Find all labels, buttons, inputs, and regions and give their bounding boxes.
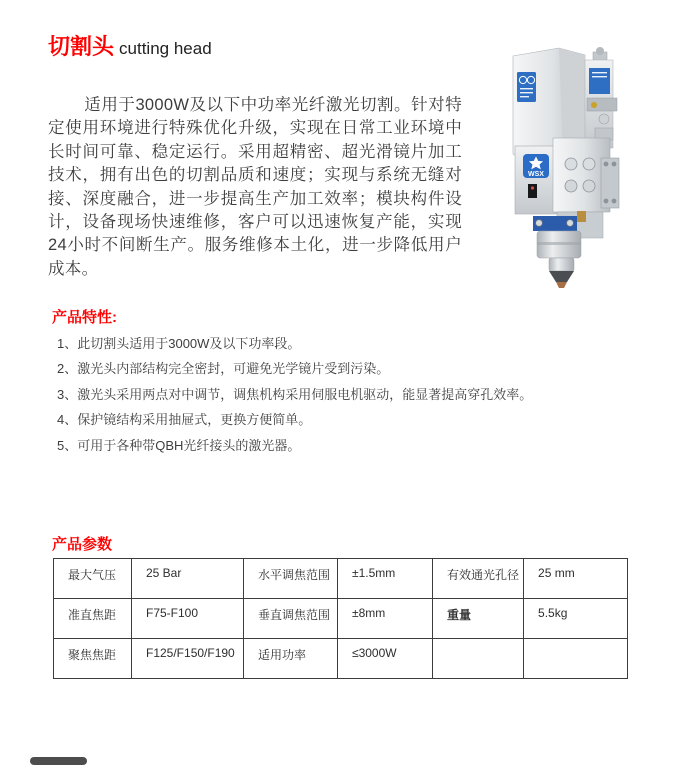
nozzle-cone <box>549 271 574 282</box>
param-label: 重量 <box>433 599 524 639</box>
param-value: 5.5kg <box>524 599 628 639</box>
table-row <box>54 599 628 639</box>
indicator-window <box>528 184 537 198</box>
top-fitting-cap <box>596 47 604 55</box>
round-connector <box>599 114 609 124</box>
feature-item: 4、保护镜结构采用抽屉式，更换方便简单。 <box>57 412 312 428</box>
nozzle-mount <box>549 258 574 271</box>
cylinder-seam <box>537 242 581 245</box>
table-row <box>54 559 628 599</box>
param-label: 聚焦焦距 <box>54 639 132 679</box>
param-value: ≤3000W <box>338 639 433 679</box>
nozzle-tip <box>556 282 567 288</box>
feature-item: 5、可用于各种带QBH光纤接头的激光器。 <box>57 437 301 453</box>
table-row <box>54 639 628 679</box>
param-label: 适用功率 <box>244 639 338 679</box>
param-value: F75-F100 <box>132 599 244 639</box>
right-column-label <box>589 68 610 94</box>
clamp-bolt <box>567 220 574 227</box>
param-label: 水平调焦范围 <box>244 559 338 599</box>
param-label: 有效通光孔径 <box>433 559 524 599</box>
brass-valve <box>577 211 586 222</box>
param-label: 准直焦距 <box>54 599 132 639</box>
bolt <box>612 199 617 204</box>
page-title <box>48 30 212 61</box>
features-heading: 产品特性: <box>52 309 117 326</box>
adjustment-knob <box>565 158 577 170</box>
brand-logo-text: WSX <box>528 171 544 178</box>
adjustment-knob <box>583 180 595 192</box>
param-label-empty <box>433 639 524 679</box>
params-table <box>53 558 628 679</box>
cutting-head-illustration <box>497 46 647 290</box>
horizontal-scrollbar-thumb[interactable] <box>30 757 87 765</box>
product-intro-paragraph: 适用于3000W及以下中功率光纤激光切割。针对特定使用环境进行特殊优化升级，实现在日常工业环境中长时间可靠、稳定运行。采用超精密、超光滑镜片加工技术，拥有出色的切割品质和速度；实现与系统无缝对接、深度融合，进一步提高生产加工效率；模块构件设计，设备现场快速维修，客户可以迅速恢复产能，实现24小时不间断生产。服务维修本土化，进一步降低用户成本。 <box>48 96 462 278</box>
bolt <box>612 162 617 167</box>
feature-item: 2、激光头内部结构完全密封，可避免光学镜片受到污染。 <box>57 361 390 377</box>
param-value: F125/F150/F190 <box>132 639 244 679</box>
param-value-empty <box>524 639 628 679</box>
label-line <box>592 72 607 73</box>
product-name-en: cutting head <box>119 39 212 58</box>
bolt <box>604 199 609 204</box>
param-value: 25 Bar <box>132 559 244 599</box>
brass-fitting <box>591 102 597 108</box>
warning-label <box>517 72 536 102</box>
adjustment-knob <box>565 180 577 192</box>
adjustment-knob <box>583 158 595 170</box>
features-list <box>57 331 532 458</box>
param-label: 最大气压 <box>54 559 132 599</box>
param-label: 垂直调焦范围 <box>244 599 338 639</box>
product-photo <box>497 46 647 290</box>
indicator-led <box>531 186 534 189</box>
params-heading: 产品参数 <box>52 536 113 553</box>
product-name-cn: 切割头 <box>48 34 115 59</box>
feature-item: 3、激光头采用两点对中调节，调焦机构采用伺服电机驱动，能显著提高穿孔效率。 <box>57 386 533 402</box>
param-value: ±1.5mm <box>338 559 433 599</box>
brand-logo <box>523 154 549 178</box>
bolt <box>604 162 609 167</box>
label-line <box>592 76 607 77</box>
clamp-bolt <box>536 220 543 227</box>
param-value: 25 mm <box>524 559 628 599</box>
param-value: ±8mm <box>338 599 433 639</box>
feature-item: 1、此切割头适用于3000W及以下功率段。 <box>57 336 301 351</box>
